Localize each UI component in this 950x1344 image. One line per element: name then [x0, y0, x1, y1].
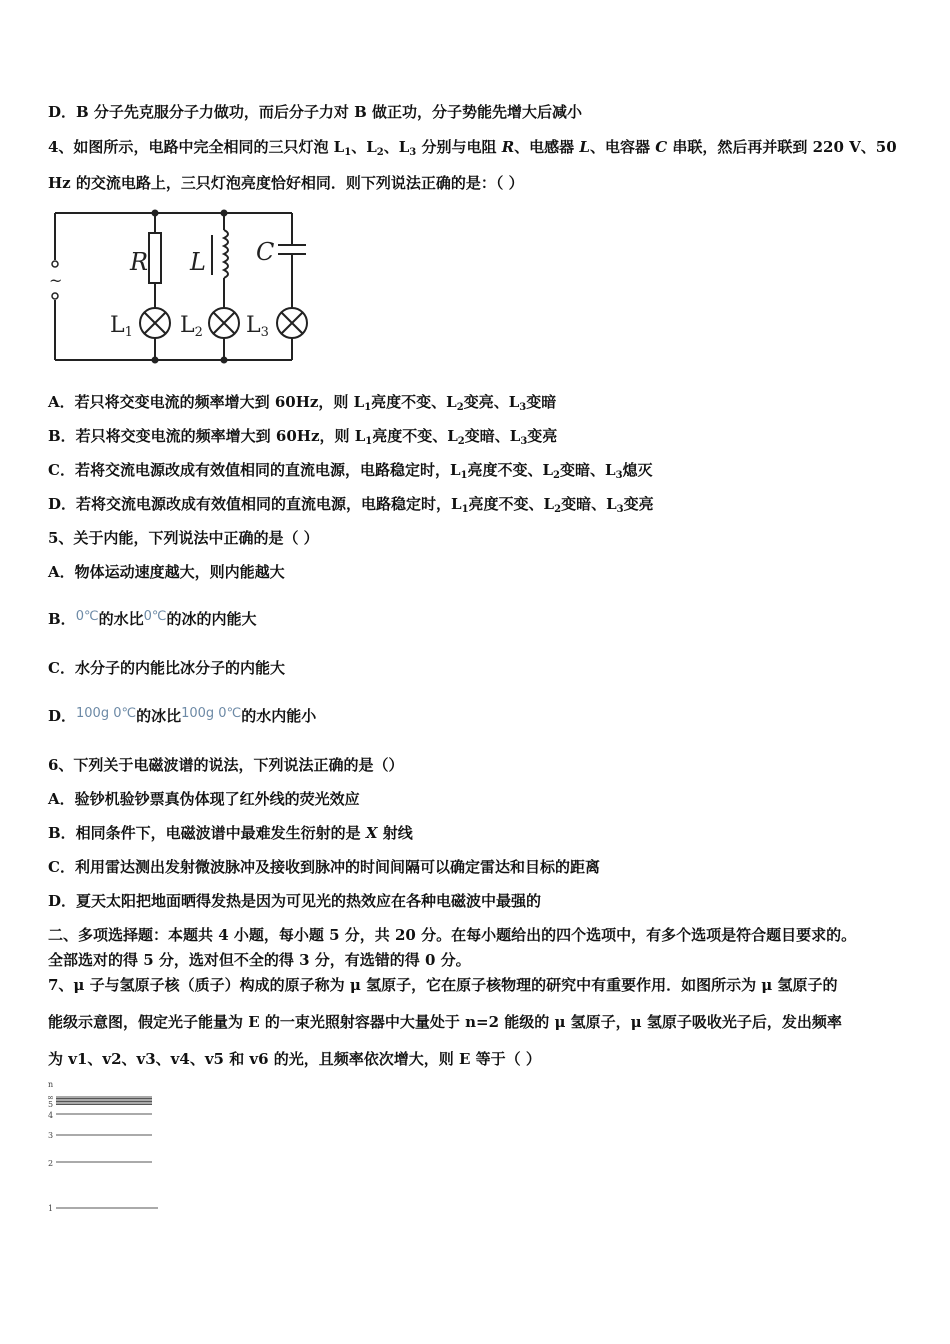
- q4-option-c: C．若将交流电源改成有效值相同的直流电源，电路稳定时，$L_1$亮度不变、$L_2$变暗、$L_3$熄灭: [48, 461, 653, 481]
- label-level-3: 3: [48, 1131, 54, 1140]
- q5-stem: 5、关于内能，下列说法中正确的是（ ）: [48, 529, 319, 547]
- q4-circuit-diagram: [40, 200, 330, 370]
- q6-option-a: A．验钞机验钞票真伪体现了红外线的荧光效应: [48, 790, 360, 808]
- q4-option-d: D．若将交流电源改成有效值相同的直流电源，电路稳定时，$L_1$亮度不变、$L_2$变暗、$L_3$变亮: [48, 495, 654, 515]
- formula-image: 0℃: [75, 609, 99, 624]
- label-l3: L3: [246, 313, 269, 340]
- q3-option-d: D．B 分子先克服分子力做功，而后分子力对 B 做正功，分子势能先增大后减小: [48, 103, 583, 121]
- q6-option-c: C．利用雷达测出发射微波脉冲及接收到脉冲的时间间隔可以确定雷达和目标的距离: [48, 858, 600, 876]
- label-level-4: 4: [48, 1111, 54, 1120]
- ac-source-symbol: ~: [49, 271, 63, 290]
- q5-option-b: B．0℃的水比0℃的冰的内能大: [48, 609, 257, 628]
- q4-stem-line2: Hz 的交流电路上，三只灯泡亮度恰好相同．则下列说法正确的是：（ ）: [48, 174, 524, 192]
- q5-option-d: D．100g 0℃的冰比100g 0℃的水内能小: [48, 706, 317, 725]
- label-l1: L1: [110, 313, 133, 340]
- label-r: R: [130, 248, 149, 276]
- label-infinity: ∞: [47, 1093, 54, 1102]
- label-c: C: [256, 238, 275, 266]
- q6-option-d: D．夏天太阳把地面晒得发热是因为可见光的热效应在各种电磁波中最强的: [48, 892, 542, 910]
- q4-stem-line1: 4、如图所示，电路中完全相同的三只灯泡 $L_1$、$L_2$、$L_3$ 分别与电阻 R、电感器 L、电容器 C 串联，然后再并联到 220 V、50: [48, 138, 897, 158]
- label-l2: L2: [180, 313, 203, 340]
- label-level-1: 1: [48, 1204, 54, 1213]
- q7-stem-line3: 为 v1、v2、v3、v4、v5 和 v6 的光，且频率依次增大，则 E 等于（ ）: [48, 1050, 541, 1068]
- q5-option-a: A．物体运动速度越大，则内能越大: [48, 563, 285, 581]
- q6-stem: 6、下列关于电磁波谱的说法，下列说法正确的是（）: [48, 756, 404, 774]
- q4-option-a: A．若只将交变电流的频率增大到 60Hz，则 $L_1$亮度不变、$L_2$变亮、$L_3$变暗: [48, 393, 557, 413]
- section2-heading-line1: 二、多项选择题：本题共 4 小题，每小题 5 分，共 20 分。在每小题给出的四个选项中，有多个选项是符合题目要求的。: [48, 926, 857, 944]
- formula-image: 0℃: [143, 609, 167, 624]
- q5-option-c: C．水分子的内能比冰分子的内能大: [48, 659, 285, 677]
- q4-option-b: B．若只将交变电流的频率增大到 60Hz，则 $L_1$亮度不变、$L_2$变暗、$L_3$变亮: [48, 427, 558, 447]
- q7-stem-line1: 7、μ 子与氢原子核（质子）构成的原子称为 μ 氢原子，它在原子核物理的研究中有重要作用．如图所示为 μ 氢原子的: [48, 976, 838, 994]
- label-level-2: 2: [48, 1159, 54, 1168]
- formula-image: 100g 0℃: [76, 706, 137, 721]
- section2-heading-line2: 全部选对的得 5 分，选对但不全的得 3 分，有选错的得 0 分。: [48, 951, 471, 969]
- q7-energy-level-diagram: [44, 1078, 164, 1218]
- label-l: L: [190, 248, 206, 276]
- formula-image: 100g 0℃: [181, 706, 242, 721]
- q6-option-b: B．相同条件下，电磁波谱中最难发生衍射的是 X 射线: [48, 824, 413, 842]
- label-level-5: 5: [48, 1100, 54, 1109]
- q7-stem-line2: 能级示意图，假定光子能量为 E 的一束光照射容器中大量处于 n=2 能级的 μ 氢原子，μ 氢原子吸收光子后，发出频率: [48, 1013, 842, 1031]
- label-n: n: [48, 1080, 54, 1089]
